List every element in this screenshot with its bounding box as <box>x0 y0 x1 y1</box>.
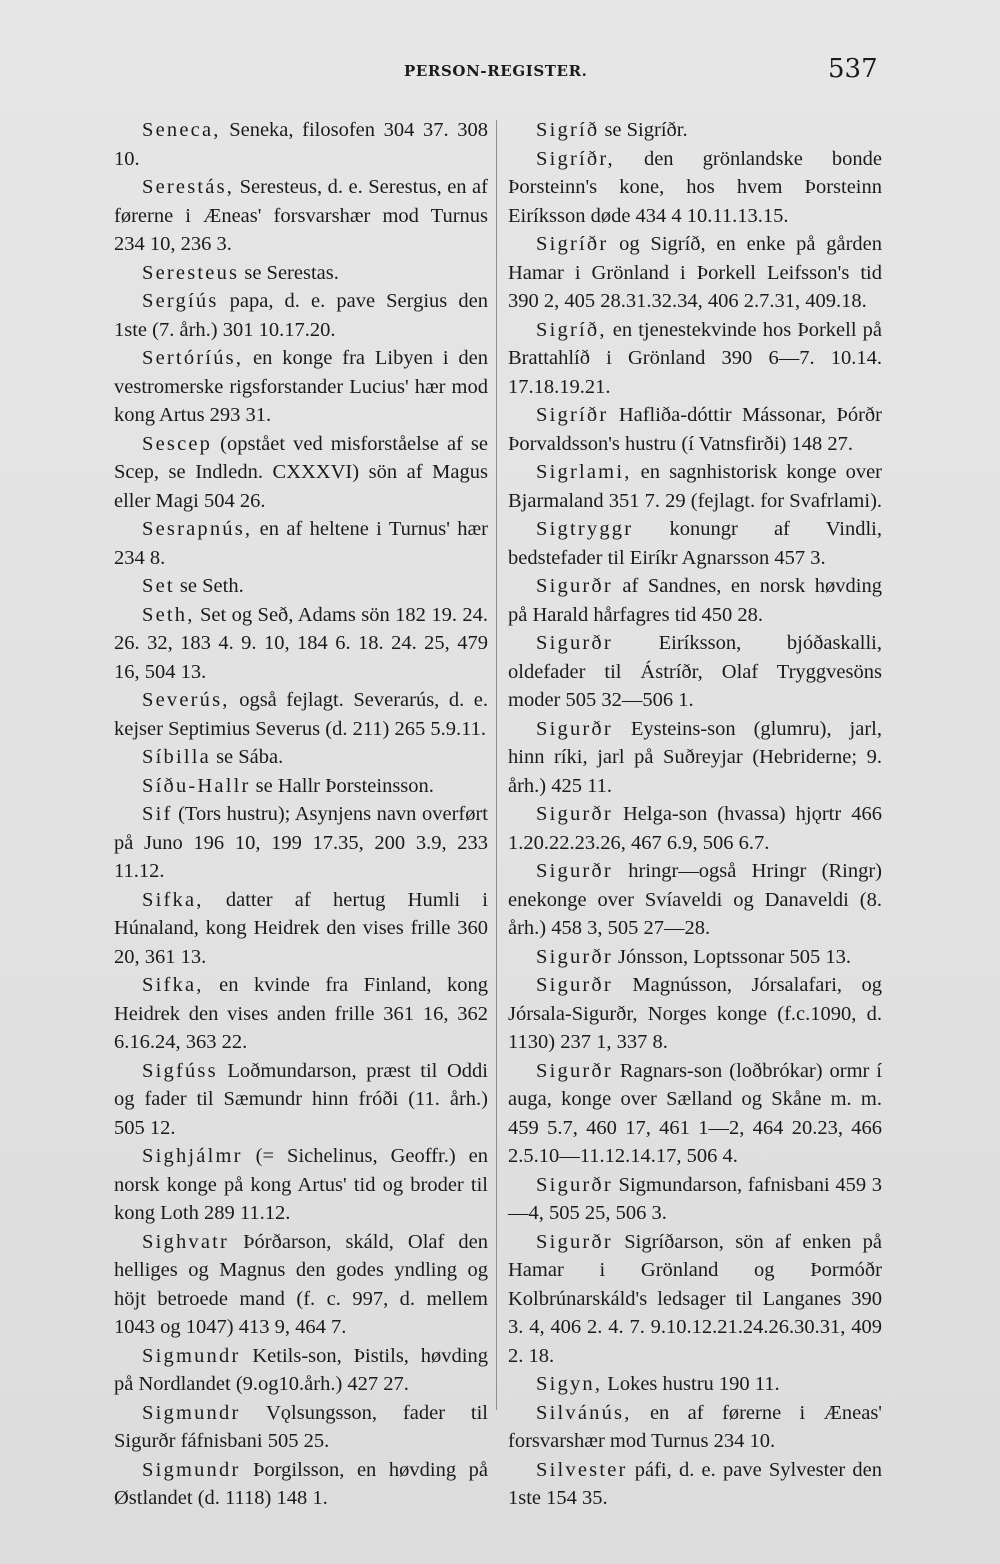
entry-text: Sigríðarson, sön af enken på Hamar i Grönland og Þormóðr Kolbrúnarskáld's ledsager til Langanes 390 3. 4, 406 2. 4. 7. 9.10.12.21.24.26.30.31, 409 2. 18. <box>508 1230 882 1367</box>
index-entry <box>508 1057 882 1171</box>
right-column <box>508 116 882 1513</box>
left-column <box>114 116 488 1513</box>
entry-term: Sigtryggr <box>536 518 634 540</box>
entry-text: Eiríksson, bjóðaskalli, oldefader til Ástríðr, Olaf Tryggvesöns moder 505 32—506 1. <box>508 632 882 711</box>
entry-text: Seneka, filosofen 304 37. 308 10. <box>114 119 488 170</box>
entry-text: en af førerne i Æneas' forsvarshær mod Turnus 234 10. <box>508 1401 882 1452</box>
index-entry <box>114 743 488 772</box>
index-entry <box>508 857 882 943</box>
entry-term: Severús, <box>142 689 230 711</box>
entry-term: Serestás, <box>142 176 235 198</box>
index-entry <box>114 800 488 886</box>
index-entry <box>508 1399 882 1456</box>
entry-term: Sescep <box>142 432 213 455</box>
entry-text: Helga-son (hvassa) hjǫrtr 466 1.20.22.23.26, 467 6.9, 506 6.7. <box>508 803 882 854</box>
index-entry <box>114 116 488 173</box>
entry-text: Lokes hustru 190 11. <box>602 1373 780 1395</box>
entry-term: Sigyn, <box>536 1373 603 1395</box>
entry-term: Síbilla <box>142 746 211 768</box>
entry-term: Sigmundr <box>142 1401 241 1424</box>
entry-term: Sigfúss <box>142 1059 218 1082</box>
page-number: 537 <box>828 54 878 84</box>
entry-text: se Seth. <box>174 575 244 597</box>
entry-text: Jónsson, Loptssonar 505 13. <box>612 945 851 968</box>
entry-term: Sigurðr <box>536 717 613 740</box>
index-entry <box>114 772 488 801</box>
entry-term: Sigríðr, <box>536 147 615 170</box>
index-entry <box>508 1370 882 1399</box>
entry-text: hringr—også Hringr (Ringr) enekonge over Svíaveldi og Danaveldi (8. årh.) 458 3, 505 27—28. <box>508 860 882 939</box>
entry-term: Silvester <box>536 1458 628 1481</box>
index-entry <box>114 686 488 743</box>
index-entry <box>114 601 488 687</box>
index-entry <box>114 430 488 516</box>
index-entry <box>508 515 882 572</box>
entry-term: Sigmundr <box>142 1344 241 1367</box>
index-entry <box>114 1228 488 1342</box>
entry-text: Ketils-son, Þistils, høvding på Nordlandet (9.og10.årh.) 427 27. <box>114 1344 488 1395</box>
entry-term: Seth, <box>142 603 195 626</box>
entry-term: Sighjálmr <box>142 1145 243 1167</box>
index-entry <box>508 116 882 145</box>
index-entry <box>114 259 488 288</box>
index-entry <box>508 316 882 402</box>
entry-term: Sigurðr <box>536 945 613 968</box>
entry-term: Sertóríús, <box>142 347 244 369</box>
entry-text: Þórðarson, skáld, Olaf den helliges og Magnus den godes yndling og höjt betroede mand (f. c. 997, d. mellem 1043 og 1047) 413 9, 464 7. <box>114 1230 488 1338</box>
entry-term: Seresteus <box>142 261 240 284</box>
entry-text: páfi, d. e. pave Sylvester den 1ste 154 35. <box>508 1458 882 1509</box>
entry-term: Sighvatr <box>142 1230 230 1253</box>
entry-term: Sigurðr <box>536 1173 613 1196</box>
entry-text: den grönlandske bonde Þorsteinn's kone, hos hvem Þorsteinn Eiríksson døde 434 4 10.11.13.15. <box>508 147 882 227</box>
index-entry <box>508 401 882 458</box>
entry-term: Sigurðr <box>536 1059 613 1082</box>
entry-term: Sigríðr <box>536 404 609 426</box>
entry-text: Loðmundarson, præst til Oddi og fader til Sæmundr hinn fróði (11. årh.) 505 12. <box>114 1059 488 1139</box>
entry-text: Sigmundarson, fafnisbani 459 3—4, 505 25, 506 3. <box>508 1173 882 1224</box>
entry-text: også fejlagt. Severarús, d. e. kejser Septimius Severus (d. 211) 265 5.9.11. <box>114 689 488 740</box>
entry-text: (opstået ved misforståelse af se Scep, se Indledn. CXXXVI) sön af Magus eller Magi 504 26. <box>114 432 488 512</box>
entry-term: Sigrlami, <box>536 461 632 483</box>
entry-text: en tjenestekvinde hos Þorkell på Brattahlíð i Grönland 390 6—7. 10.14. 17.18.19.21. <box>508 318 882 398</box>
entry-text: datter af hertug Humli i Húnaland, kong Heidrek den vises frille 360 20, 361 13. <box>114 888 488 968</box>
index-entry <box>114 1456 488 1513</box>
entry-text: konungr af Vindli, bedstefader til Eiríkr Agnarsson 457 3. <box>508 518 882 569</box>
index-entry <box>508 230 882 316</box>
entry-term: Seneca, <box>142 119 221 141</box>
entry-text: papa, d. e. pave Sergius den 1ste (7. årh.) 301 10.17.20. <box>114 290 488 341</box>
entry-term: Sigurðr <box>536 974 613 996</box>
index-entry <box>114 572 488 601</box>
index-entry <box>508 800 882 857</box>
index-entry <box>508 572 882 629</box>
entry-text: Eysteins-son (glumru), jarl, hinn ríki, jarl på Suðreyjar (Hebriderne; 9. årh.) 425 11. <box>508 717 882 797</box>
index-entry <box>508 971 882 1057</box>
entry-term: Sigurðr <box>536 860 613 882</box>
index-entry <box>114 886 488 972</box>
entry-text: en af heltene i Turnus' hær 234 8. <box>114 518 488 569</box>
index-entry <box>508 1228 882 1371</box>
entry-text: af Sandnes, en norsk høvding på Harald hårfagres tid 450 28. <box>508 575 882 626</box>
index-entry <box>114 287 488 344</box>
entry-text: og Sigríð, en enke på gården Hamar i Grönland i Þorkell Leifsson's tid 390 2, 405 28.31.32.34, 406 2.7.31, 409.18. <box>508 233 882 312</box>
entry-term: Sif <box>142 803 173 825</box>
entry-term: Síðu-Hallr <box>142 774 251 797</box>
entry-text: se Sába. <box>210 746 284 768</box>
entry-term: Sigurðr <box>536 803 613 825</box>
index-entry <box>508 715 882 801</box>
column-divider <box>496 120 497 1410</box>
index-entry <box>114 1399 488 1456</box>
entry-term: Sifka, <box>142 888 204 911</box>
entry-text: en sagnhistorisk konge over Bjarmaland 351 7. 29 (fejlagt. for Svafrlami). <box>508 461 883 512</box>
index-entry <box>508 629 882 715</box>
entry-term: Sigríð <box>536 119 600 141</box>
entry-term: Sigmundr <box>142 1458 241 1481</box>
index-entry <box>114 1342 488 1399</box>
index-entry <box>114 344 488 430</box>
index-entry <box>508 145 882 231</box>
entry-term: Silvánús, <box>536 1401 632 1424</box>
index-entry <box>508 943 882 972</box>
entry-text: Set og Seð, Adams sön 182 19. 24. 26. 32, 183 4. 9. 10, 184 6. 18. 24. 25, 479 16, 504 13. <box>114 603 488 683</box>
entry-text: en kvinde fra Finland, kong Heidrek den vises anden frille 361 16, 362 6.16.24, 363 22. <box>114 974 488 1053</box>
running-head: PERSON-REGISTER. <box>404 62 588 80</box>
entry-text: Vǫlsungsson, fader til Sigurðr fáfnisbani 505 25. <box>114 1401 488 1452</box>
index-entry <box>114 515 488 572</box>
index-entry <box>114 173 488 259</box>
index-entry <box>508 1171 882 1228</box>
entry-term: Set <box>142 575 175 597</box>
entry-term: Sesrapnús, <box>142 518 253 540</box>
entry-term: Sigríðr <box>536 233 609 255</box>
entry-term: Sigurðr <box>536 1230 613 1253</box>
index-entry <box>114 971 488 1057</box>
index-entry <box>508 458 882 515</box>
entry-text: Ragnars-son (loðbrókar) ormr í auga, konge over Sælland og Skåne m. m. 459 5.7, 460 17, 461 1—2, 464 20.23, 466 2.5.10—11.12.14.17, 506 4. <box>508 1059 882 1167</box>
entry-text: se Hallr Þorsteinsson. <box>250 774 434 797</box>
index-entry <box>114 1057 488 1143</box>
entry-text: en konge fra Libyen i den vestromerske rigsforstander Lucius' hær mod kong Artus 293 31. <box>114 347 488 426</box>
entry-term: Sifka, <box>142 974 204 996</box>
entry-text: Seresteus, d. e. Serestus, en af førerne i Æneas' forsvarshær mod Turnus 234 10, 236 3. <box>114 176 488 255</box>
entry-term: Sigríð, <box>536 318 607 341</box>
index-entry <box>114 1142 488 1228</box>
entry-text: (Tors hustru); Asynjens navn overført på Juno 196 10, 199 17.35, 200 3.9, 233 11.12. <box>114 803 488 882</box>
entry-text: Þorgilsson, en høvding på Østlandet (d. 1118) 148 1. <box>114 1458 488 1509</box>
index-entry <box>508 1456 882 1513</box>
entry-text: se Sigríðr. <box>599 119 688 141</box>
entry-text: (= Sichelinus, Geoffr.) en norsk konge på kong Artus' tid og broder til kong Loth 289 11.12. <box>114 1145 488 1224</box>
entry-text: Hafliða-dóttir Mássonar, Þórðr Þorvaldsson's hustru (í Vatnsfirði) 148 27. <box>508 404 882 455</box>
entry-term: Sigurðr <box>536 632 613 654</box>
entry-text: se Serestas. <box>239 261 339 284</box>
entry-term: Sigurðr <box>536 575 613 597</box>
entry-term: Sergíús <box>142 290 219 312</box>
entry-text: Magnússon, Jórsalafari, og Jórsala-Sigurðr, Norges konge (f.c.1090, d. 1130) 237 1, 337 8. <box>508 974 882 1053</box>
